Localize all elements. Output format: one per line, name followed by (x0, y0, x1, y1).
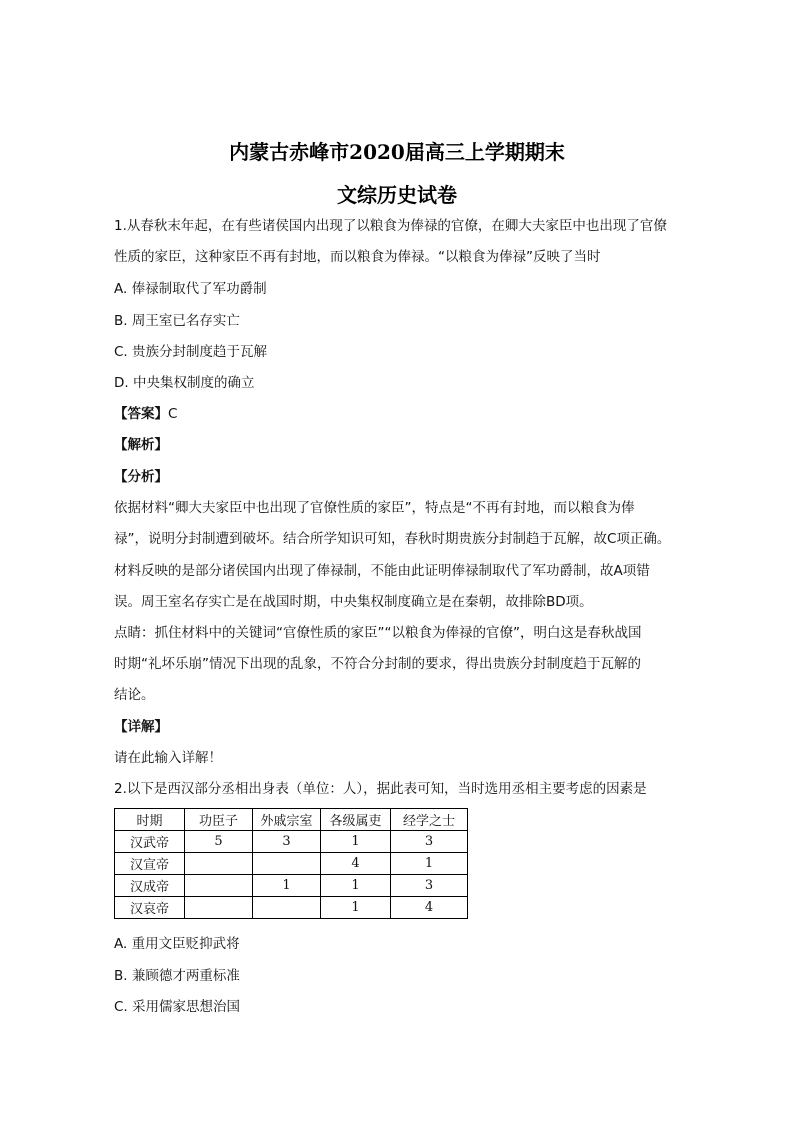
table-cell: 4 (391, 897, 468, 919)
table-row (115, 875, 468, 897)
table-cell (185, 875, 253, 897)
tip-line2: 时期“礼坏乐崩”情况下出现的乱象，不符合分封制的要求，得出贵族分封制度趋于瓦解的 (114, 656, 641, 672)
q2-option-c: C. 采用儒家思想治国 (114, 999, 241, 1015)
q2-stem: 2.以下是西汉部分丞相出身表（单位：人），据此表可知，当时选用丞相主要考虑的因素是 (114, 781, 647, 797)
analysis-label: 【分析】 (114, 469, 168, 485)
table-cell: 汉宣帝 (115, 853, 185, 875)
analysis-line3: 材料反映的是部分诸侯国内出现了俸禄制，不能由此证明俸禄制取代了军功爵制，故A项错 (114, 563, 650, 579)
table-cell: 1 (321, 875, 391, 897)
table-cell: 4 (321, 853, 391, 875)
table-cell: 3 (391, 831, 468, 853)
table-cell: 3 (391, 875, 468, 897)
table-row (115, 853, 468, 875)
tip-line1: 点睛：抓住材料中的关键词“官僚性质的家臣”“以粮食为俸禄的官僚”，明白这是春秋战国 (114, 625, 642, 641)
q2-option-a: A. 重用文臣贬抑武将 (114, 936, 240, 952)
table-row (115, 897, 468, 919)
table-header-row (115, 809, 468, 831)
table-header-cell: 外戚宗室 (253, 809, 321, 831)
table-cell: 1 (253, 875, 321, 897)
table-row (115, 831, 468, 853)
answer-label: 【答案】 (114, 406, 168, 422)
table-cell (253, 853, 321, 875)
table-header-cell: 各级属吏 (321, 809, 391, 831)
q1-option-d: D. 中央集权制度的确立 (114, 375, 255, 391)
table-cell (185, 897, 253, 919)
q1-stem-line1: 1.从春秋末年起，在有些诸侯国内出现了以粮食为俸禄的官僚，在卿大夫家臣中也出现了官僚 (114, 218, 667, 234)
table-cell: 5 (185, 831, 253, 853)
table-cell: 1 (321, 831, 391, 853)
analysis-line2: 禄”，说明分封制遭到破坏。结合所学知识可知，春秋时期贵族分封制趋于瓦解，故C项正确。 (114, 531, 671, 547)
q1-option-a: A. 俸禄制取代了军功爵制 (114, 281, 267, 297)
table-cell (185, 853, 253, 875)
explain-label: 【解析】 (114, 437, 168, 453)
detail-label: 【详解】 (114, 719, 168, 735)
analysis-line4: 误。周王室名存实亡是在战国时期，中央集权制度确立是在秦朝，故排除BD项。 (114, 594, 593, 610)
table-cell: 3 (253, 831, 321, 853)
document-title-line2: 文综历史试卷 (337, 183, 457, 207)
table-header-cell: 经学之士 (391, 809, 468, 831)
chancellor-origin-table (114, 808, 468, 919)
table-cell: 1 (321, 897, 391, 919)
detail-text: 请在此输入详解！ (114, 750, 222, 766)
document-title-line1: 内蒙古赤峰市2020届高三上学期期末 (229, 140, 565, 164)
q1-answer (114, 404, 694, 424)
tip-line3: 结论。 (114, 687, 155, 703)
q1-option-c: C. 贵族分封制度趋于瓦解 (114, 344, 268, 360)
table-cell: 汉哀帝 (115, 897, 185, 919)
table-header-cell: 时期 (115, 809, 185, 831)
q1-stem-line2: 性质的家臣，这种家臣不再有封地，而以粮食为俸禄。“以粮食为俸禄”反映了当时 (114, 249, 601, 265)
table-cell: 汉成帝 (115, 875, 185, 897)
table-header-cell: 功臣子 (185, 809, 253, 831)
q1-option-b: B. 周王室已名存实亡 (114, 313, 240, 329)
table-cell (253, 897, 321, 919)
analysis-line1: 依据材料“卿大夫家臣中也出现了官僚性质的家臣”，特点是“不再有封地，而以粮食为俸 (114, 500, 635, 516)
table-cell: 1 (391, 853, 468, 875)
table-cell: 汉武帝 (115, 831, 185, 853)
answer-value: C (168, 406, 178, 422)
q2-option-b: B. 兼顾德才两重标准 (114, 968, 240, 984)
